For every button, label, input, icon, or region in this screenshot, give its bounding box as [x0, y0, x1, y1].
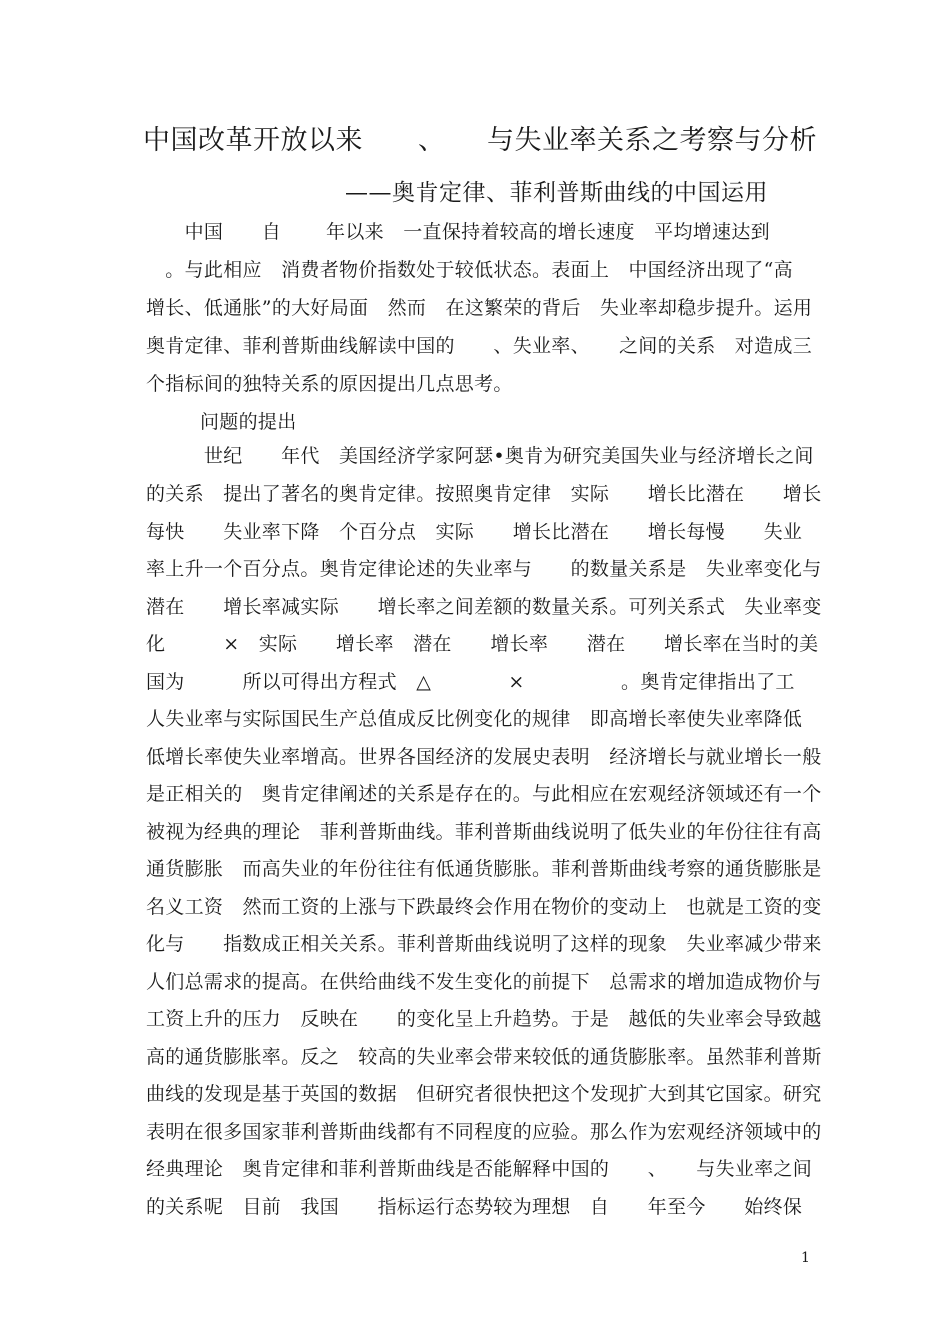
- abstract-line: 中国 自 年以来 一直保持着较高的增长速度 平均增速达到: [146, 221, 770, 243]
- body-line: 每快 失业率下降 个百分点 实际 增长比潜在 增长每慢 失业: [146, 521, 803, 543]
- body-line: 高的通货膨胀率。反之 较高的失业率会带来较低的通货膨胀率。虽然菲利普斯: [146, 1046, 822, 1068]
- body-line: 表明在很多国家菲利普斯曲线都有不同程度的应验。那么作为宏观经济领域中的: [146, 1121, 822, 1143]
- body-line: 国为 所以可得出方程式 △ × 。奥肯定律指出了工: [146, 671, 795, 693]
- body-line: 的关系 提出了著名的奥肯定律。按照奥肯定律 实际 增长比潜在 增长: [146, 483, 822, 505]
- abstract-line: 奥肯定律、菲利普斯曲线解读中国的 、失业率、 之间的关系 对造成三: [146, 335, 813, 357]
- section-heading: 问题的提出: [200, 411, 297, 433]
- body-line: 人们总需求的提高。在供给曲线不发生变化的前提下 总需求的增加造成物价与: [146, 971, 822, 993]
- abstract-line: 个指标间的独特关系的原因提出几点思考。: [146, 373, 513, 395]
- page-number: 1: [801, 1250, 810, 1266]
- body-line: 工资上升的压力 反映在 的变化呈上升趋势。于是 越低的失业率会导致越: [146, 1008, 822, 1030]
- body-line: 世纪 年代 美国经济学家阿瑟•奥肯为研究美国失业与经济增长之间: [146, 445, 814, 467]
- body-line: 低增长率使失业率增高。世界各国经济的发展史表明 经济增长与就业增长一般: [146, 746, 822, 768]
- body-line: 名义工资 然而工资的上涨与下跌最终会作用在物价的变动上 也就是工资的变: [146, 896, 822, 918]
- body-line: 人失业率与实际国民生产总值成反比例变化的规律 即高增长率使失业率降低: [146, 708, 803, 730]
- body-line: 率上升一个百分点。奥肯定律论述的失业率与 的数量关系是 失业率变化与: [146, 558, 822, 580]
- body-line: 化 × 实际 增长率 潜在 增长率 潜在 增长率在当时的美: [146, 633, 819, 655]
- body-line: 曲线的发现是基于英国的数据 但研究者很快把这个发现扩大到其它国家。研究: [146, 1083, 822, 1105]
- body-line: 是正相关的 奥肯定律阐述的关系是存在的。与此相应在宏观经济领域还有一个: [146, 783, 822, 805]
- body-line: 潜在 增长率减实际 增长率之间差额的数量关系。可列关系式 失业率变: [146, 596, 822, 618]
- body-line: 经典理论 奥肯定律和菲利普斯曲线是否能解释中国的 、 与失业率之间: [146, 1158, 813, 1180]
- body-line: 通货膨胀 而高失业的年份往往有低通货膨胀。菲利普斯曲线考察的通货膨胀是: [146, 858, 822, 880]
- abstract-line: 。与此相应 消费者物价指数处于较低状态。表面上 中国经济出现了“高: [146, 259, 793, 281]
- abstract-line: 增长、低通胀”的大好局面 然而 在这繁荣的背后 失业率却稳步提升。运用: [146, 297, 813, 319]
- body-line: 的关系呢 目前 我国 指标运行态势较为理想 自 年至今 始终保: [146, 1196, 803, 1218]
- body-line: 化与 指数成正相关关系。菲利普斯曲线说明了这样的现象 失业率减少带来: [146, 933, 822, 955]
- document-title: 中国改革开放以来 、 与失业率关系之考察与分析: [143, 125, 817, 156]
- body-line: 被视为经典的理论 菲利普斯曲线。菲利普斯曲线说明了低失业的年份往往有高: [146, 821, 822, 843]
- document-subtitle: ——奥肯定律、菲利普斯曲线的中国运用: [345, 180, 768, 206]
